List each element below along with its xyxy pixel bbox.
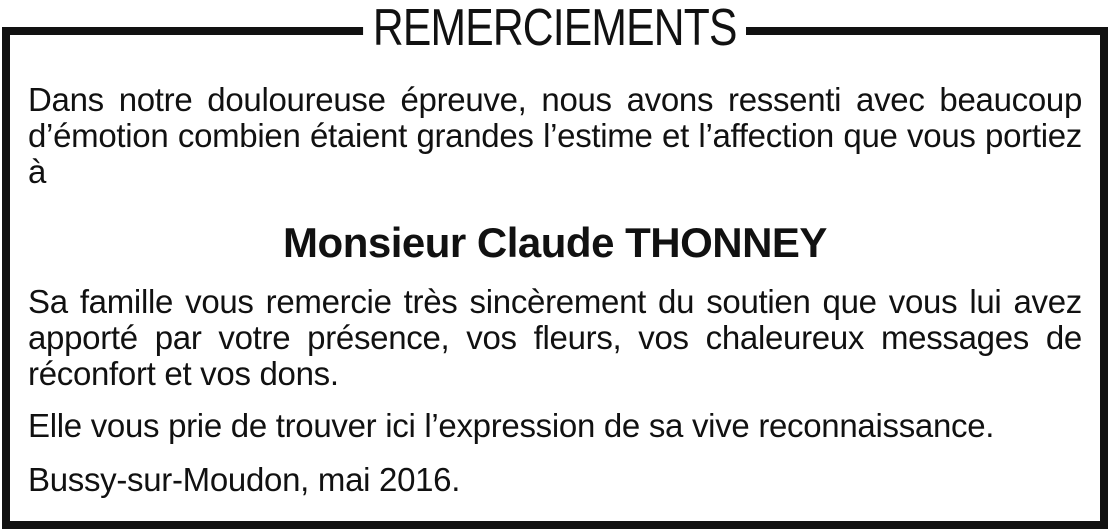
notice-title: REMERCIEMENTS xyxy=(363,0,746,56)
thanks-paragraph: Sa famille vous remercie très sincèrement du soutien que vous lui avez apporté par votre présence, vos fleurs, vos chaleureux messages de réconfort et vos dons. xyxy=(28,283,1082,392)
notice-heading xyxy=(0,0,1110,56)
intro-paragraph: Dans notre douloureuse épreuve, nous avons ressenti avec beaucoup d’émotion combien étaient grandes l’estime et l’affection que vous portiez à xyxy=(28,81,1082,190)
place-date: Bussy-sur-Moudon, mai 2016. xyxy=(28,461,461,498)
closing-paragraph: Elle vous prie de trouver ici l’expression de sa vive reconnaissance. xyxy=(28,407,995,444)
deceased-name: Monsieur Claude THONNEY xyxy=(283,219,827,266)
